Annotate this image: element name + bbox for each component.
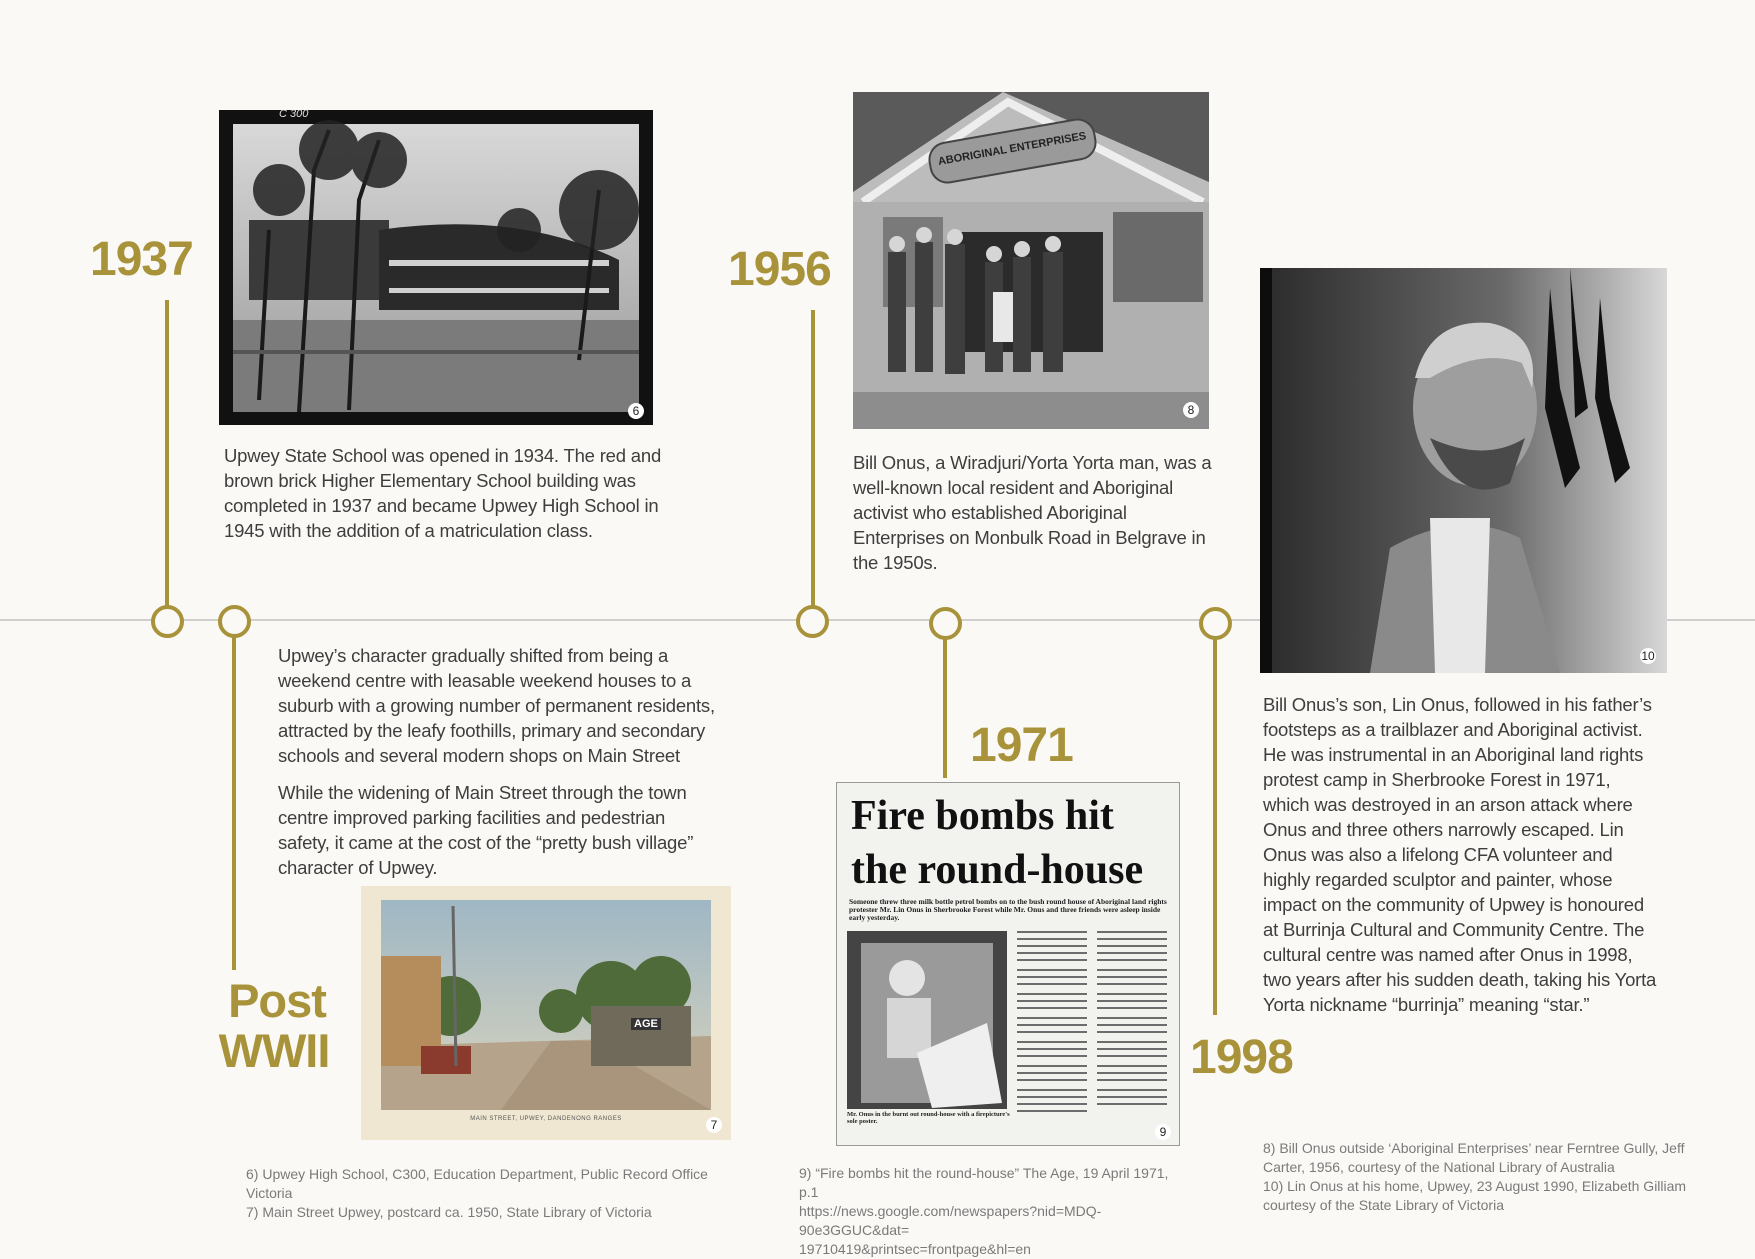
text-1956: Bill Onus, a Wiradjuri/Yorta Yorta man, was a well-known local resident and Aboriginal activist who established Aboriginal Enterprises on Monbulk Road in Belgrave in the 1950s. bbox=[853, 452, 1212, 573]
school-photo-image bbox=[219, 110, 653, 425]
caption-8-10 bbox=[1263, 1139, 1708, 1215]
year-1971: 1971 bbox=[970, 719, 1073, 772]
caption-7: 7) Main Street Upwey, postcard ca. 1950, State Library of Victoria bbox=[246, 1204, 652, 1220]
newspaper-clipping bbox=[836, 782, 1180, 1146]
figure-number-8: 8 bbox=[1183, 402, 1199, 418]
year-postwar bbox=[218, 974, 332, 1077]
caption-9-line-3: 19710419&printsec=frontpage&hl=en bbox=[799, 1241, 1031, 1257]
caption-6-7 bbox=[246, 1165, 746, 1222]
year-1956: 1956 bbox=[728, 243, 831, 296]
year-1937: 1937 bbox=[90, 233, 193, 286]
enterprises-photo bbox=[853, 92, 1209, 429]
postcard-caption: MAIN STREET, UPWEY, DANDENONG RANGES bbox=[470, 1116, 622, 1122]
node-1937 bbox=[151, 605, 184, 638]
figure-number-6: 6 bbox=[628, 403, 644, 419]
newspaper-headline-1: Fire bombs hit bbox=[851, 793, 1114, 839]
portrait-photo bbox=[1260, 268, 1667, 673]
node-1956 bbox=[796, 605, 829, 638]
year-1998: 1998 bbox=[1190, 1031, 1293, 1084]
figure-number-9: 9 bbox=[1155, 1124, 1171, 1140]
caption-6: 6) Upwey High School, C300, Education Department, Public Record Office Victoria bbox=[246, 1166, 708, 1201]
enterprises-sign: ABORIGINAL ENTERPRISES bbox=[926, 116, 1100, 187]
connector-1971 bbox=[943, 638, 947, 778]
caption-9 bbox=[799, 1164, 1179, 1259]
caption-9-line-1: 9) “Fire bombs hit the round-house” The Age, 19 April 1971, p.1 bbox=[799, 1165, 1169, 1200]
newspaper-headline-2: the round-house bbox=[851, 847, 1144, 893]
postwar-paragraph-1: Upwey’s character gradually shifted from being a weekend centre with leasable weekend houses to a suburb with a growing number of permanent residents, attracted by the leafy foothills, primary and secondary schools and several modern shops on Main Street bbox=[278, 645, 715, 766]
node-postwar bbox=[218, 605, 251, 638]
node-1998 bbox=[1199, 607, 1232, 640]
text-postwar bbox=[278, 643, 718, 892]
text-1937: Upwey State School was opened in 1934. The red and brown brick Higher Elementary School building was completed in 1937 and became Upwey High School in 1945 with the addition of a matriculation class. bbox=[224, 445, 662, 541]
figure-number-7: 7 bbox=[706, 1117, 722, 1133]
postwar-paragraph-2: While the widening of Main Street through the town centre improved parking facilities and pedestrian safety, it came at the cost of the “pretty bush village” character of Upwey. bbox=[278, 782, 694, 878]
newspaper-photo-caption: Mr. Onus in the burnt out round-house with a firepicture's sole poster. bbox=[847, 1111, 1010, 1125]
school-photo-label: C 300 bbox=[279, 110, 309, 120]
connector-1937 bbox=[165, 300, 169, 606]
school-photo bbox=[219, 110, 653, 425]
postcard-image bbox=[361, 886, 731, 1140]
portrait-image bbox=[1260, 268, 1667, 673]
caption-9-line-2: https://news.google.com/newspapers?nid=MDQ-90e3GGUC&dat= bbox=[799, 1203, 1102, 1238]
node-1971 bbox=[929, 607, 962, 640]
connector-1956 bbox=[811, 310, 815, 606]
postcard-photo bbox=[361, 886, 731, 1140]
text-1998: Bill Onus’s son, Lin Onus, followed in his father’s footsteps as a trailblazer and Aboriginal activist. He was instrumental in an Aboriginal land rights protest camp in Sherbrooke Forest in 1971, which was destroyed in an arson attack where Onus and three others narrowly escaped. Lin Onus was also a lifelong CFA volunteer and highly regarded sculptor and painter, whose impact on the community of Upwey is honoured at Burrinja Cultural and Community Centre. The cultural centre was named after Onus in 1998, two years after his sudden death, taking his Yorta Yorta nickname “burrinja” meaning “star.” bbox=[1263, 694, 1657, 1015]
figure-number-10: 10 bbox=[1641, 649, 1655, 663]
newspaper-body bbox=[837, 783, 1179, 1145]
postwar-line2: WWII bbox=[218, 1024, 330, 1077]
caption-8: 8) Bill Onus outside ‘Aboriginal Enterprises’ near Ferntree Gully, Jeff Carter, 1956, courtesy of the National Library of Australia bbox=[1263, 1140, 1685, 1175]
postwar-line1: Post bbox=[228, 974, 326, 1027]
postcard-sign: AGE bbox=[631, 1018, 661, 1030]
connector-postwar bbox=[232, 636, 236, 970]
newspaper-subhead: Someone threw three milk bottle petrol bombs on to the bush round house of Aboriginal land rights protester Mr. Lin Onus in Sherbrooke Forest while Mr. Onus and three friends were asleep inside early yesterday. bbox=[849, 898, 1167, 922]
connector-1998 bbox=[1213, 638, 1217, 1015]
caption-10: 10) Lin Onus at his home, Upwey, 23 August 1990, Elizabeth Gilliam courtesy of the State Library of Victoria bbox=[1263, 1178, 1687, 1213]
